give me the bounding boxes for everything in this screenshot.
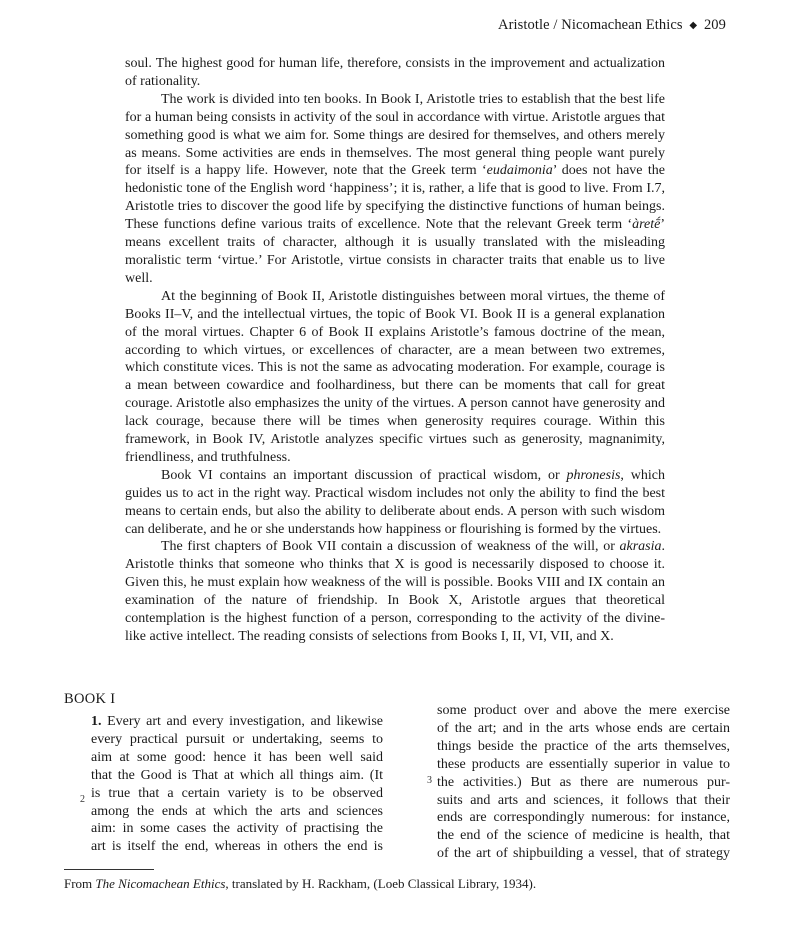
footnote-suffix: , translated by H. Rackham, (Loeb Classical Library, 1934). xyxy=(225,876,537,891)
text-line: things beside the practice of the arts themselves, xyxy=(437,738,730,754)
page-number: 209 xyxy=(703,17,726,33)
text-line: aim at some good: hence it has been well said xyxy=(91,749,383,765)
intro-text: The first chapters of Book VII contain a discussion of weakness of the will, or xyxy=(161,539,620,555)
intro-text: The work is divided into ten books. In Book I, Aristotle tries to establish that the best life for a human being consists in activity of the soul in accordance with virtue. Aristotle argues that something good is what we aim for. Some things are desired for themselves, and others merely as means. Some activities are ends in themselves. The most general thing people want purely for itself is a happy life. However, note that the Greek term ‘ xyxy=(125,91,665,179)
text-line: these products are essentially superior in value to xyxy=(437,756,730,772)
intro-text: Book VI contains an important discussion of practical wisdom, or xyxy=(161,467,567,483)
footnote xyxy=(64,876,536,892)
text-line: some product over and above the mere exercise xyxy=(437,703,730,718)
right-column xyxy=(437,702,730,863)
text-line xyxy=(91,713,383,731)
intro-text: ’ means excellent traits of character, although it is usually translated with the misleading moralistic term ‘virtue.’ For Aristotle, virtue consists in character traits that enable us to live well. xyxy=(125,217,665,286)
greek-term: eudaimonia xyxy=(486,163,553,179)
text-line: of the art of shipbuilding a vessel, that of strategy xyxy=(437,846,730,862)
intro-paragraph xyxy=(125,538,665,645)
footnote-title: The Nicomachean Ethics xyxy=(95,876,226,891)
greek-term: akrasia xyxy=(619,539,662,555)
greek-term: phronesis xyxy=(566,467,621,483)
margin-number: 3 xyxy=(427,775,432,786)
book-heading: BOOK I xyxy=(64,691,116,707)
intro-text: . Aristotle thinks that someone who thinks that X is good is necessarily disposed to choose it. Given this, he must explain how weakness of the will is possible. Books VIII and IX contain an examination of the nature of friendship. In Book X, Aristotle argues that theoretical contemplation is the highest function of a person, corresponding to the activity of the divine-like active intellect. The reading consists of selections from Books I, II, VI, VII, and X. xyxy=(125,539,665,644)
footnote-prefix: From xyxy=(64,876,96,891)
footnote-divider xyxy=(64,869,154,870)
intro-paragraph xyxy=(125,55,665,91)
running-header xyxy=(498,17,726,34)
section-number: 1. xyxy=(91,714,102,729)
text-line: of the art; and in the arts whose ends are certain xyxy=(437,720,730,736)
text-line: the end of the science of medicine is health, that xyxy=(437,828,730,844)
intro-text: soul. The highest good for human life, therefore, consists in the improvement and actualization of rationality. xyxy=(125,56,665,89)
text-line: art is itself the end, whereas in others the end is xyxy=(91,839,383,855)
text-line: that the Good is That at which all things aim. (It xyxy=(91,767,383,783)
intro-paragraph xyxy=(125,288,665,467)
margin-number: 2 xyxy=(80,794,85,805)
intro-text: At the beginning of Book II, Aristotle distinguishes between moral virtues, the theme of Books II–V, and the intellectual virtues, the topic of Book VI. Book II is a general explanation of the moral virtues. Chapter 6 of Book II explains Aristotle’s famous doctrine of the mean, according to which virtues, or excellences of character, are a mean between two extremes, which constitute vices. This is not the same as advocating moderation. For example, courage is a mean between cowardice and foolhardiness, but there can be moments that call for great courage. Aristotle also emphasizes the unity of the virtues. A person cannot have generosity and lack courage, because there will be times when generosity requires courage. Within this framework, in Book IV, Aristotle analyzes specific virtues such as generosity, magnanimity, friendliness, and truthfulness. xyxy=(125,288,665,465)
intro-paragraph xyxy=(125,91,665,288)
introduction xyxy=(125,55,665,646)
text-line: the activities.) But as there are numerous pur- xyxy=(437,774,730,790)
text-line: is true that a certain variety is to be observed xyxy=(91,785,383,801)
intro-text: ’ does not have the hedonistic tone of the English word ‘happiness’; it is, rather, a life that is good to live. From I.7, Aristotle tries to discover the good life by specifying the distinctive functions of human beings. These functions define various traits of excellence. Note that the relevant Greek term ‘ xyxy=(125,163,665,233)
text-line: ends are correspondingly numerous: for instance, xyxy=(437,810,730,826)
text-line: among the ends at which the arts and sciences xyxy=(91,803,383,819)
left-column xyxy=(91,713,383,856)
intro-text: , which guides us to act in the right way. Practical wisdom includes not only the ability to find the best means to certain ends, but also the ability to deliberate about ends. A person with such wisdom can deliberate, and he or she understands how happiness or flourishing is formed by the virtues. xyxy=(125,467,665,537)
header-author: Aristotle xyxy=(498,17,550,33)
diamond-icon: ◆ xyxy=(689,20,698,31)
text-line: suits and arts and sciences, it follows that their xyxy=(437,792,730,808)
intro-paragraph xyxy=(125,467,665,539)
text-line: aim: in some cases the activity of practising the xyxy=(91,821,383,837)
text-line: every practical pursuit or undertaking, seems to xyxy=(91,731,383,747)
header-separator: / xyxy=(553,17,558,33)
header-title: Nicomachean Ethics xyxy=(561,17,683,33)
greek-term: àretḗ xyxy=(632,217,661,233)
line-text: Every art and every investigation, and likewise xyxy=(101,714,383,729)
